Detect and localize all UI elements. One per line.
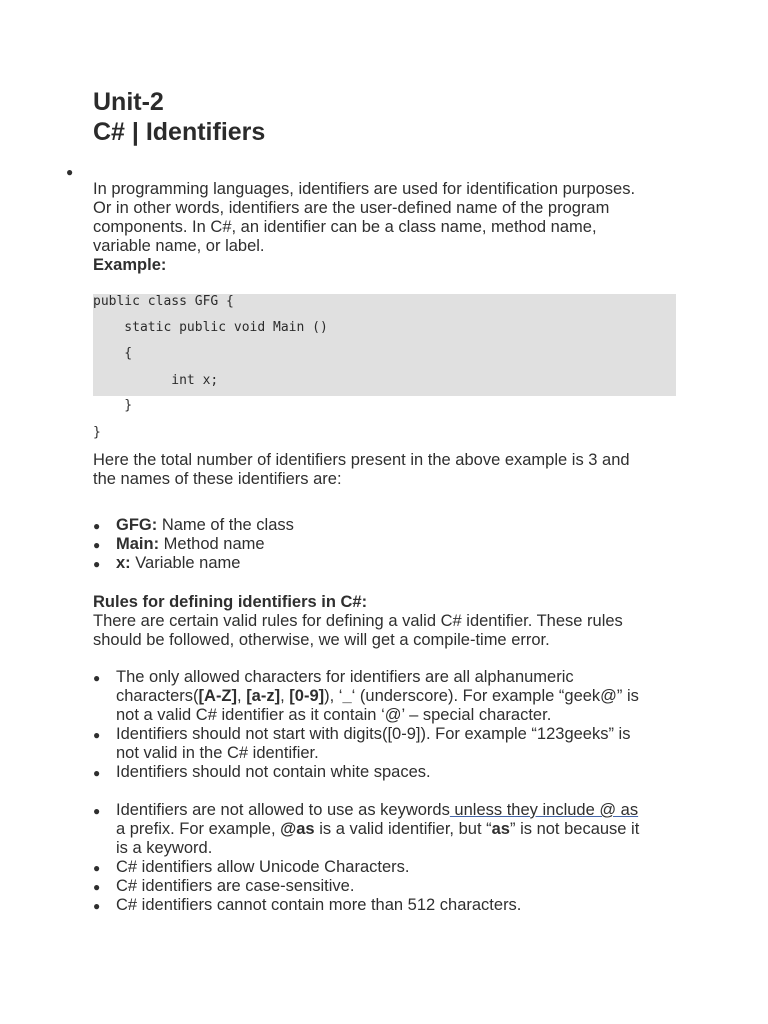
list-item-desc: Name of the class bbox=[157, 516, 294, 534]
code-line-1: public class GFG { bbox=[93, 294, 234, 309]
intro-line-4: variable name, or label. bbox=[93, 237, 265, 255]
bullet-dot: ● bbox=[93, 728, 101, 742]
range-lower: [a-z] bbox=[246, 687, 281, 705]
rule-4-line-1 bbox=[116, 801, 638, 820]
rule-1-line-3: not a valid C# identifier as it contain ‘@’ – special character. bbox=[116, 706, 552, 724]
example-valid: @as bbox=[280, 820, 315, 838]
intro-line-1: In programming languages, identifiers are used for identification purposes. bbox=[93, 180, 636, 198]
bullet-dot: ● bbox=[93, 519, 101, 533]
text: Identifiers are not allowed to use as keywords bbox=[116, 801, 450, 819]
bullet-dot: ● bbox=[93, 899, 101, 913]
list-item-desc: Method name bbox=[159, 535, 265, 553]
text: characters( bbox=[116, 687, 199, 705]
code-line-2: static public void Main () bbox=[93, 320, 328, 335]
intro-line-3: components. In C#, an identifier can be a class name, method name, bbox=[93, 218, 597, 236]
list-item bbox=[116, 516, 294, 535]
rule-2-line-1: Identifiers should not start with digits([0-9]). For example “123geeks” is bbox=[116, 725, 631, 743]
list-item-term: GFG: bbox=[116, 516, 158, 534]
code-line-6: } bbox=[93, 425, 101, 440]
rule-4-line-3: is a keyword. bbox=[116, 839, 213, 857]
list-item bbox=[116, 535, 265, 554]
text: is a valid identifier, but “ bbox=[314, 820, 492, 838]
bullet-dot: ● bbox=[93, 766, 101, 780]
example-label: Example: bbox=[93, 256, 167, 274]
list-item-term: Main: bbox=[116, 535, 160, 553]
rule-3: Identifiers should not contain white spaces. bbox=[116, 763, 431, 781]
unit-label: Unit-2 bbox=[93, 88, 164, 116]
bullet-dot: ● bbox=[93, 804, 101, 818]
rule-4-line-2 bbox=[116, 820, 639, 839]
text: ” is not because it bbox=[509, 820, 640, 838]
range-upper: [A-Z] bbox=[198, 687, 238, 705]
summary-line-1: Here the total number of identifiers present in the above example is 3 and bbox=[93, 451, 630, 469]
example-invalid: as bbox=[491, 820, 510, 838]
bullet-dot: ● bbox=[93, 557, 101, 571]
rules-intro-line-2: should be followed, otherwise, we will get a compile-time error. bbox=[93, 631, 550, 649]
bullet-dot: ● bbox=[93, 538, 101, 552]
text: , bbox=[237, 687, 247, 705]
rule-1-line-1: The only allowed characters for identifiers are all alphanumeric bbox=[116, 668, 574, 686]
link-underline-space: unless they include @ as bbox=[449, 801, 639, 819]
bullet-dot: ● bbox=[93, 861, 101, 875]
list-item-desc: Variable name bbox=[130, 554, 241, 572]
rule-1-line-2 bbox=[116, 687, 639, 706]
page-title: C# | Identifiers bbox=[93, 118, 266, 146]
code-line-5: } bbox=[93, 398, 133, 413]
rule-5: C# identifiers allow Unicode Characters. bbox=[116, 858, 410, 876]
summary-line-2: the names of these identifiers are: bbox=[93, 470, 342, 488]
bullet-dot: ● bbox=[93, 671, 101, 685]
text: ), ‘ bbox=[324, 687, 343, 705]
text: a prefix. For example, bbox=[116, 820, 281, 838]
range-digits: [0-9] bbox=[289, 687, 325, 705]
code-line-3: { bbox=[93, 346, 133, 361]
underscore: _ bbox=[342, 687, 352, 705]
list-item-term: x: bbox=[116, 554, 131, 572]
intro-line-2: Or in other words, identifiers are the user-defined name of the program bbox=[93, 199, 610, 217]
rule-6: C# identifiers are case-sensitive. bbox=[116, 877, 355, 895]
rules-intro-line-1: There are certain valid rules for defining a valid C# identifier. These rules bbox=[93, 612, 623, 630]
rule-2-line-2: not valid in the C# identifier. bbox=[116, 744, 319, 762]
rule-7: C# identifiers cannot contain more than 512 characters. bbox=[116, 896, 522, 914]
text: , bbox=[280, 687, 290, 705]
list-item bbox=[116, 554, 240, 573]
code-line-4: int x; bbox=[93, 373, 219, 388]
bullet-dot: ● bbox=[66, 165, 74, 179]
text: ‘ (underscore). For example “geek@” is bbox=[351, 687, 639, 705]
bullet-dot: ● bbox=[93, 880, 101, 894]
rules-heading: Rules for defining identifiers in C#: bbox=[93, 593, 368, 611]
